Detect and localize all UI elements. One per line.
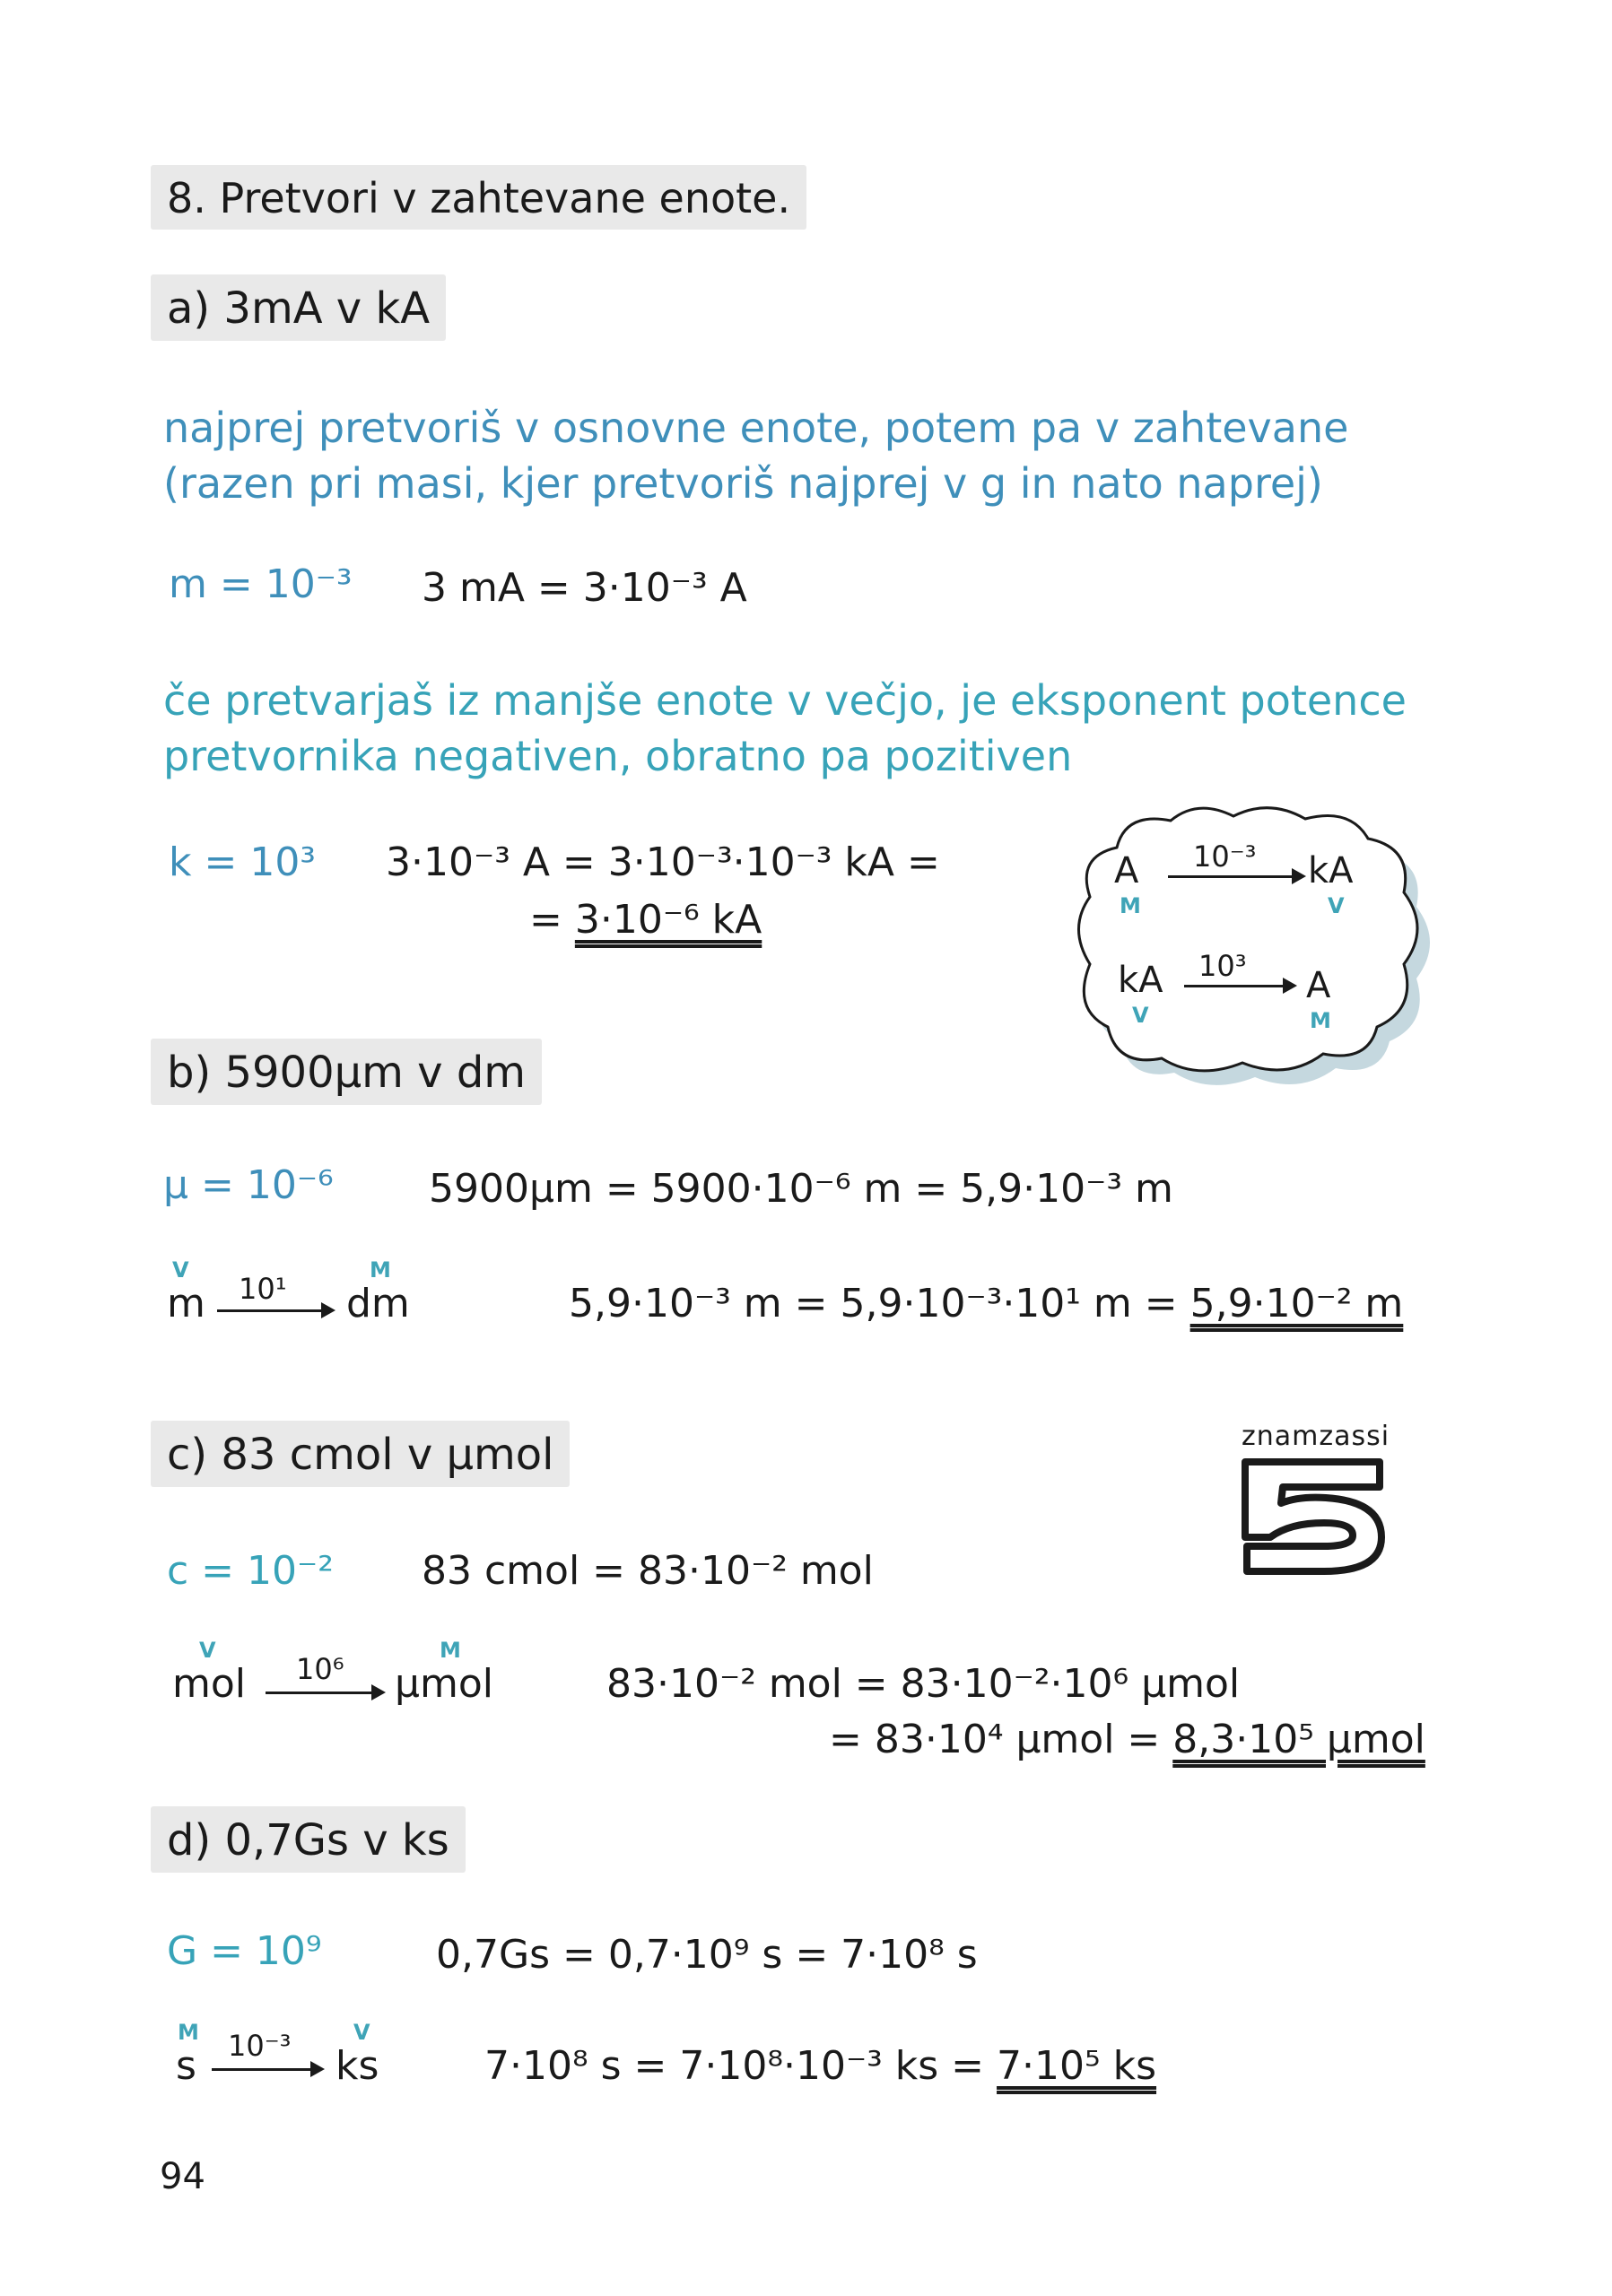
part-b-from-mark: V [172,1257,189,1283]
part-b-heading: b) 5900μm v dm [151,1039,542,1105]
part-b-equation-1: 5900μm = 5900·10⁻⁶ m = 5,9·10⁻³ m [429,1166,1173,1212]
part-d-arrow-factor: 10⁻³ [228,2029,292,2063]
part-b-from-unit: m [167,1281,205,1326]
part-b-prefix: μ = 10⁻⁶ [163,1162,334,1208]
cloud-row-2-to: A [1306,965,1331,1006]
part-a-prefix-k: k = 10³ [169,839,316,885]
part-b-result: 5,9·10⁻² m [1189,1281,1404,1326]
part-d-prefix: G = 10⁹ [167,1928,322,1974]
part-a-equation-1: 3 mA = 3·10⁻³ A [422,565,747,611]
part-c-result: 8,3·10⁵ μmol [1172,1717,1425,1762]
part-c-from-unit: mol [172,1661,247,1707]
logo-digit: 5 [1227,1451,1228,1452]
part-d-equation-1: 0,7Gs = 0,7·10⁹ s = 7·10⁸ s [436,1932,978,1978]
cloud-row-1-from: A [1114,850,1139,891]
part-c-to-mark: M [440,1638,461,1663]
part-a-equation-2-line-2 [529,897,762,943]
part-d-equation-2 [484,2043,1156,2089]
part-b-arrow-icon [217,1309,332,1312]
part-d-to-mark: V [353,2020,370,2045]
part-d-result: 7·10⁵ ks [997,2043,1157,2089]
part-b-to-mark: M [370,1257,391,1283]
part-c-equation-2-line-1: 83·10⁻² mol = 83·10⁻²·10⁶ μmol [606,1661,1241,1707]
part-a-note-line-2: (razen pri masi, kjer pretvoriš najprej v g in nato naprej) [163,459,1323,508]
task-title: 8. Pretvori v zahtevane enote. [151,165,806,230]
part-c-arrow-factor: 10⁶ [296,1652,344,1686]
part-a-prefix-m: m = 10⁻³ [169,561,353,607]
part-d-from-unit: s [176,2043,196,2089]
part-d-from-mark: M [178,2020,199,2045]
logo-five-icon [1227,1451,1394,1578]
part-b-equation-2 [569,1281,1403,1326]
cloud-row-2-factor: 10³ [1198,949,1247,983]
part-b-to-unit: dm [346,1281,410,1326]
part-a-note-line-1: najprej pretvoriš v osnovne enote, potem pa v zahtevane [163,404,1349,452]
cloud-row-1-to: kA [1308,850,1354,891]
part-c-equation-2-middle: = 83·10⁴ μmol = [829,1717,1173,1762]
part-d-equation-2-lhs: 7·10⁸ s = 7·10⁸·10⁻³ ks = [484,2043,998,2089]
part-c-from-mark: V [199,1638,216,1663]
cloud-row-1-to-mark: V [1328,893,1345,918]
cloud-row-1-arrow-icon [1168,875,1303,878]
part-c-equation-2-line-2 [829,1717,1425,1762]
cloud-row-2-arrow-icon [1184,985,1294,987]
cloud-row-1-from-mark: M [1120,893,1141,918]
part-b-arrow-factor: 10¹ [239,1272,287,1306]
part-c-heading: c) 83 cmol v μmol [151,1421,570,1487]
cloud-row-2-from-mark: V [1132,1003,1149,1028]
part-a-equation-2-equals: = [529,897,575,943]
part-c-to-unit: μmol [395,1661,493,1707]
page-number: 94 [160,2156,205,2197]
part-a-heading: a) 3mA v kA [151,274,446,341]
part-b-equation-2-lhs: 5,9·10⁻³ m = 5,9·10⁻³·10¹ m = [569,1281,1190,1326]
part-a-result: 3·10⁻⁶ kA [574,897,762,943]
part-a-rule-line-2: pretvornika negativen, obratno pa pozitiven [163,732,1073,780]
part-c-equation-1: 83 cmol = 83·10⁻² mol [422,1548,874,1594]
part-c-prefix: c = 10⁻² [167,1548,334,1594]
logo-text: znamzassi [1242,1421,1390,1452]
cloud-row-2-to-mark: M [1310,1008,1331,1033]
part-d-heading: d) 0,7Gs v ks [151,1806,466,1873]
part-d-to-unit: ks [335,2043,379,2089]
part-a-rule-line-1: če pretvarjaš iz manjše enote v večjo, je eksponent potence [163,676,1407,725]
cloud-row-1-factor: 10⁻³ [1193,839,1257,874]
part-d-arrow-icon [212,2068,321,2071]
cloud-row-2-from: kA [1118,960,1163,1001]
part-a-equation-2-line-1: 3·10⁻³ A = 3·10⁻³·10⁻³ kA = [386,839,940,885]
part-c-arrow-icon [266,1692,382,1694]
